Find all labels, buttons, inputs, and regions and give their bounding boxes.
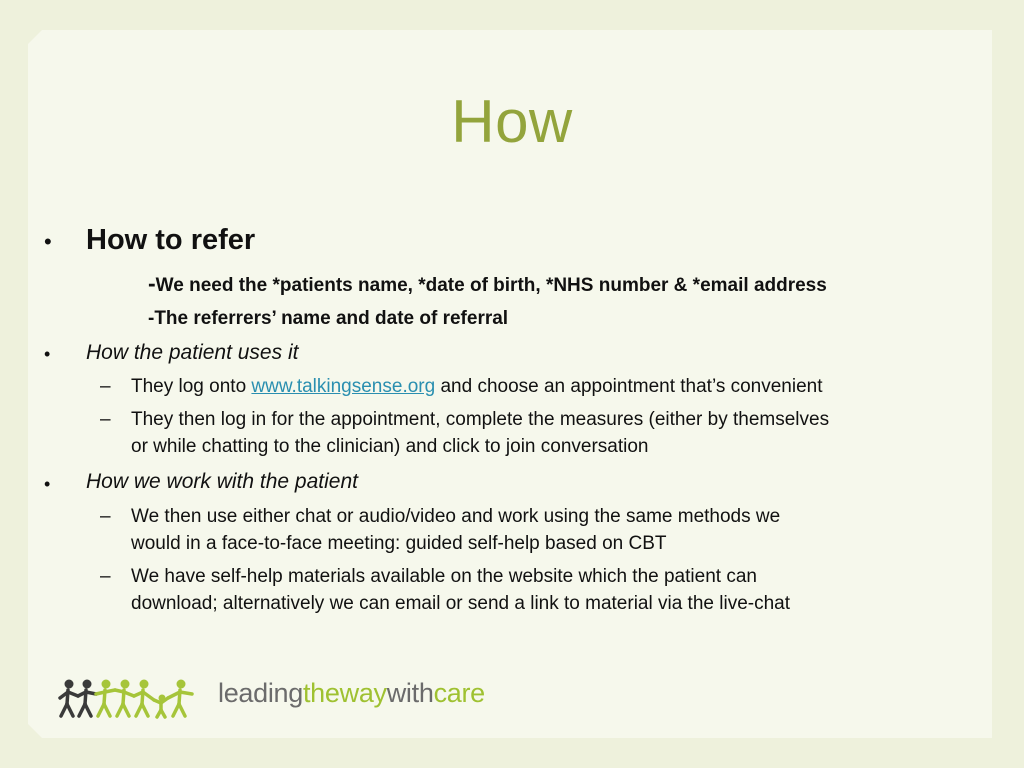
need-line [148,270,827,297]
dash: – [100,409,111,430]
dash: – [100,376,111,397]
log-in-line-1: They then log in for the appointment, complete the measures (either by themselves [131,409,830,430]
log-onto-pre: They log onto [131,376,252,397]
logo-part-leading: leading [218,678,303,708]
need-text: We need the *patients name, *date of birth, *NHS number & *email address [155,275,827,296]
self-help-line-1: We have self-help materials available on the website which the patient can [131,566,757,587]
logo-part-care: care [433,678,485,708]
log-onto-line [131,376,823,398]
people-chain-icon [58,676,204,720]
bullet: • [44,344,51,364]
talkingsense-link[interactable]: www.talkingsense.org [251,376,436,397]
logo-wordmark [218,678,485,709]
chat-audio-line-1: We then use either chat or audio/video and work using the same methods we [131,506,781,527]
slide-title: How [451,88,573,155]
dash: – [100,506,111,527]
bullet: • [44,229,52,254]
patient-uses-heading: How the patient uses it [86,341,299,364]
dash: – [100,566,111,587]
logo-part-theway: theway [302,678,387,708]
logo-part-with: with [386,678,434,708]
how-to-refer-heading: How to refer [86,224,256,256]
work-with-patient-heading: How we work with the patient [86,470,358,493]
need-dash: - [148,270,156,296]
bullet: • [44,474,51,494]
log-in-line-2: or while chatting to the clinician) and click to join conversation [131,436,649,457]
self-help-line-2: download; alternatively we can email or send a link to material via the live-chat [131,593,790,614]
log-onto-post: and choose an appointment that’s convenient [435,376,823,397]
chat-audio-line-2: would in a face-to-face meeting: guided self-help based on CBT [131,533,667,554]
referrers-line: -The referrers’ name and date of referral [148,308,509,329]
